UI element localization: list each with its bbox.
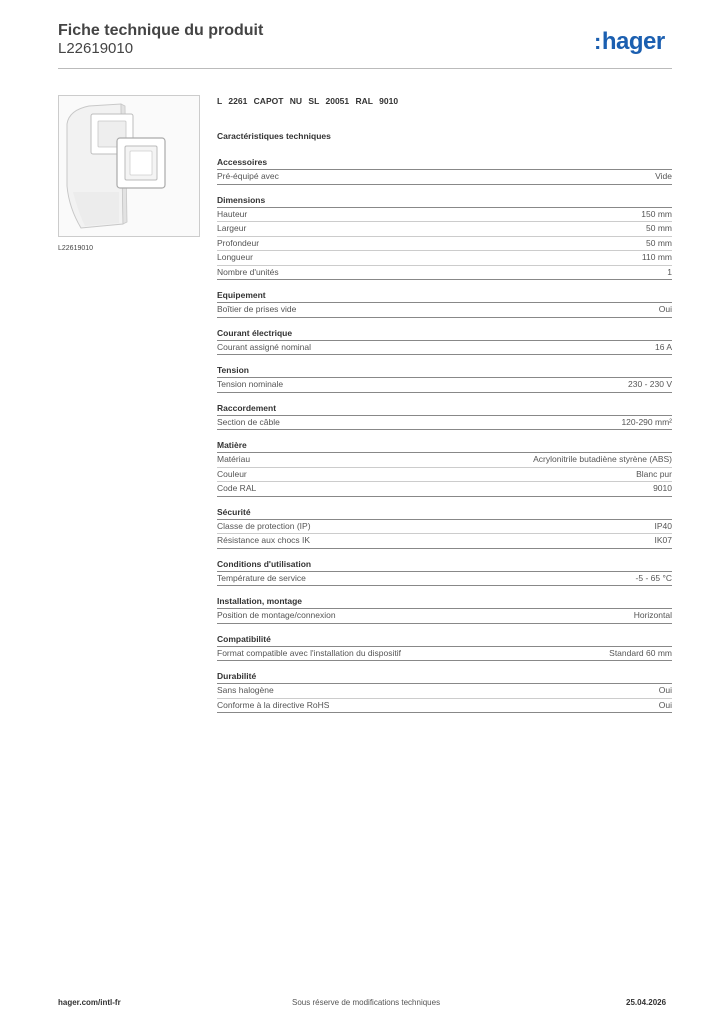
spec-value: Oui (658, 699, 672, 710)
spec-label: Tension nominale (217, 379, 284, 389)
spec-group (217, 327, 672, 356)
spec-group (217, 595, 672, 624)
spec-row (217, 341, 672, 356)
spec-label: Résistance aux chocs IK (217, 535, 311, 545)
spec-group (217, 156, 672, 185)
spec-group (217, 289, 672, 318)
spec-value: 230 - 230 V (628, 379, 672, 389)
spec-value: Oui (658, 304, 672, 314)
product-illustration (59, 96, 199, 236)
spec-value: -5 - 65 °C (635, 572, 672, 583)
spec-value: 110 mm (641, 252, 672, 262)
spec-label: Largeur (217, 223, 247, 233)
spec-row (217, 237, 672, 252)
spec-label: Matériau (217, 454, 251, 464)
spec-label: Température de service (217, 572, 306, 583)
footer-website: hager.com/intl-fr (58, 998, 121, 1007)
spec-label: Code RAL (217, 483, 257, 493)
footer-date: 25.04.2026 (626, 998, 667, 1007)
footer-notice: Sous réserve de modifications techniques (292, 998, 441, 1007)
spec-value: Standard 60 mm (609, 647, 672, 658)
spec-label: Sans halogène (217, 685, 274, 695)
spec-group (217, 194, 672, 281)
spec-group-title: Sécurité (217, 506, 672, 520)
spec-value: 50 mm (646, 223, 672, 233)
spec-group-title: Conditions d'utilisation (217, 558, 672, 572)
image-caption: L22619010 (58, 245, 94, 252)
page-title: Fiche technique du produit (58, 22, 264, 39)
spec-label: Courant assigné nominal (217, 341, 312, 352)
spec-row (217, 534, 672, 549)
spec-label: Longueur (217, 252, 253, 262)
spec-group-title: Raccordement (217, 402, 672, 416)
spec-group-title: Compatibilité (217, 633, 672, 647)
spec-label: Couleur (217, 468, 247, 479)
spec-label: Hauteur (217, 208, 248, 219)
logo-text: hager (601, 28, 665, 55)
spec-row (217, 699, 672, 714)
spec-row (217, 684, 672, 699)
spec-row (217, 453, 672, 468)
spec-label: Format compatible avec l'installation du dispositif (217, 647, 401, 658)
hager-logo: :hager (594, 28, 665, 55)
spec-value: 120-290 mm² (621, 416, 672, 427)
spec-group (217, 364, 672, 393)
spec-row (217, 468, 672, 483)
spec-label: Position de montage/connexion (217, 610, 336, 620)
product-image (58, 95, 200, 237)
spec-row (217, 416, 672, 431)
spec-value: Horizontal (633, 610, 672, 620)
specifications (217, 96, 672, 713)
spec-group-title: Accessoires (217, 156, 672, 170)
spec-value: 16 A (654, 341, 672, 352)
spec-group-title: Installation, montage (217, 595, 672, 609)
spec-row (217, 572, 672, 587)
spec-row (217, 647, 672, 662)
spec-group (217, 558, 672, 587)
spec-group-title: Courant électrique (217, 327, 672, 341)
spec-group (217, 633, 672, 662)
spec-label: Profondeur (217, 237, 260, 248)
spec-value: 9010 (653, 483, 672, 493)
spec-value: IK07 (654, 535, 672, 545)
spec-row (217, 170, 672, 185)
spec-value: 150 mm (641, 208, 672, 219)
spec-group (217, 439, 672, 497)
spec-row (217, 266, 672, 281)
spec-group (217, 402, 672, 431)
spec-label: Classe de protection (IP) (217, 520, 311, 531)
product-reference: L 2261 CAPOT NU SL 20051 RAL 9010 (217, 96, 399, 106)
spec-row (217, 222, 672, 237)
spec-row (217, 251, 672, 266)
section-title: Caractéristiques techniques (217, 131, 331, 141)
spec-row (217, 208, 672, 223)
spec-group (217, 670, 672, 713)
spec-label: Boîtier de prises vide (217, 304, 297, 314)
spec-group-title: Durabilité (217, 670, 672, 684)
header-divider (58, 68, 672, 69)
spec-value: 1 (667, 266, 672, 277)
spec-value: 50 mm (646, 237, 672, 248)
product-code: L22619010 (58, 40, 134, 57)
spec-group-title: Tension (217, 364, 672, 378)
spec-group (217, 506, 672, 549)
spec-row (217, 609, 672, 624)
spec-row (217, 520, 672, 535)
spec-group-title: Equipement (217, 289, 672, 303)
spec-value: Acrylonitrile butadiène styrène (ABS) (533, 454, 672, 464)
spec-value: Vide (655, 171, 672, 181)
spec-row (217, 303, 672, 318)
spec-label: Section de câble (217, 416, 280, 427)
spec-row (217, 482, 672, 497)
spec-value: Blanc pur (636, 468, 672, 479)
spec-value: Oui (658, 685, 672, 695)
spec-label: Pré-équipé avec (217, 171, 279, 181)
spec-value: IP40 (654, 520, 672, 531)
spec-group-title: Dimensions (217, 194, 672, 208)
spec-group-title: Matière (217, 439, 672, 453)
spec-row (217, 378, 672, 393)
spec-groups (217, 156, 672, 713)
spec-label: Conforme à la directive RoHS (217, 699, 330, 710)
spec-label: Nombre d'unités (217, 266, 279, 277)
